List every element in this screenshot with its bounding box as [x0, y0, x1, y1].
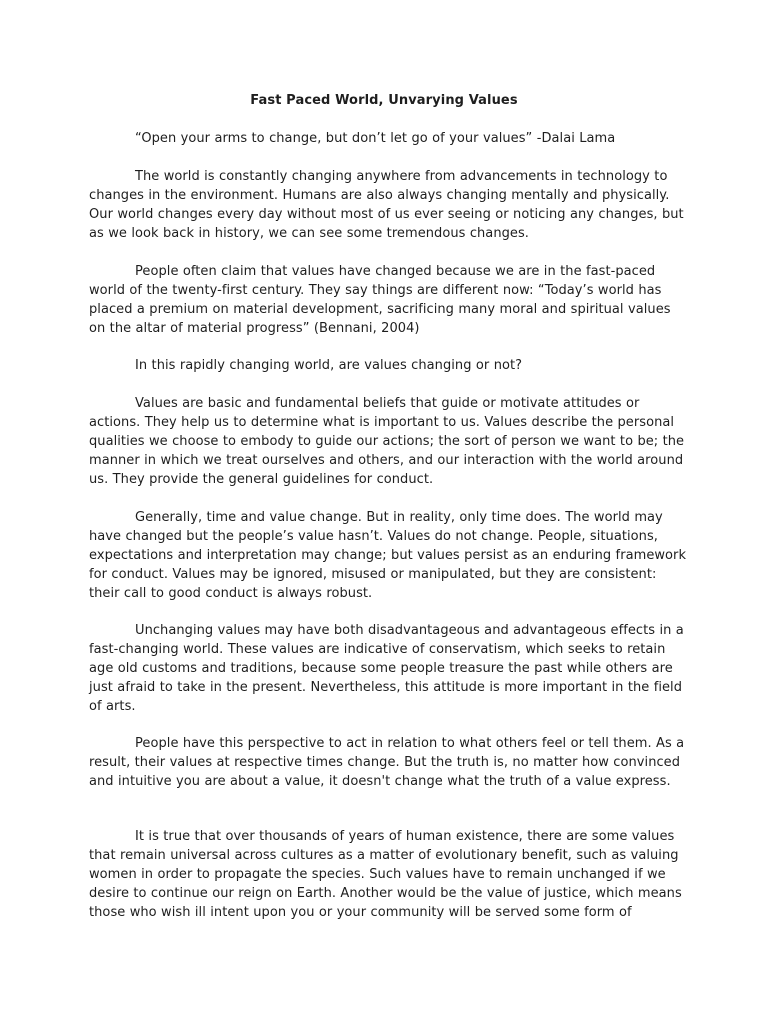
paragraph-6: Unchanging values may have both disadvantageous and advantageous effects in a fast-changing world. These values are indicative of conservatism, which seeks to retain age old customs and traditions, because some people treasure the past while others are just afraid to take in the present. Nevertheless, this attitude is more important in the field of arts.: [89, 623, 684, 714]
paragraph-7: People have this perspective to act in relation to what others feel or tell them. As a result, their values at respective times change. But the truth is, no matter how convinced and intuitive you are about a value, it doesn't change what the truth of a value express.: [89, 736, 685, 789]
paragraph-5: Generally, time and value change. But in reality, only time does. The world may have changed but the people’s value hasn’t. Values do not change. People, situations, expectations and interpretation may change; but values persist as an enduring framework for conduct. Values may be ignored, misused or manipulated, but they are consistent: their call to good conduct is always robust.: [89, 510, 687, 601]
paragraph-1: The world is constantly changing anywhere from advancements in technology to changes in the environment. Humans are also always changing mentally and physically. Our world changes every day without most of us ever seeing or noticing any changes, but as we look back in history, we can see some tremendous changes.: [89, 169, 684, 241]
paragraph-4: Values are basic and fundamental beliefs that guide or motivate attitudes or actions. They help us to determine what is important to us. Values describe the personal qualities we choose to embody to guide our actions; the sort of person we want to be; the manner in which we treat ourselves and others, and our interaction with the world around us. They provide the general guidelines for conduct.: [89, 396, 685, 487]
document-title: Fast Paced World, Unvarying Values: [250, 93, 518, 108]
epigraph-quote: “Open your arms to change, but don’t let go of your values” -Dalai Lama: [135, 131, 616, 146]
paragraph-2: People often claim that values have changed because we are in the fast-paced world of the twenty-first century. They say things are different now: “Today’s world has placed a premium on material development, sacrificing many moral and spiritual values on the altar of material progress” (Bennani, 2004): [89, 264, 671, 336]
paragraph-8: It is true that over thousands of years of human existence, there are some values that remain universal across cultures as a matter of evolutionary benefit, such as valuing women in order to propagate the species. Such values have to remain unchanged if we desire to continue our reign on Earth. Another would be the value of justice, which means those who wish ill intent upon you or your community will be served some form of: [89, 829, 682, 920]
paragraph-3: In this rapidly changing world, are values changing or not?: [135, 358, 523, 373]
